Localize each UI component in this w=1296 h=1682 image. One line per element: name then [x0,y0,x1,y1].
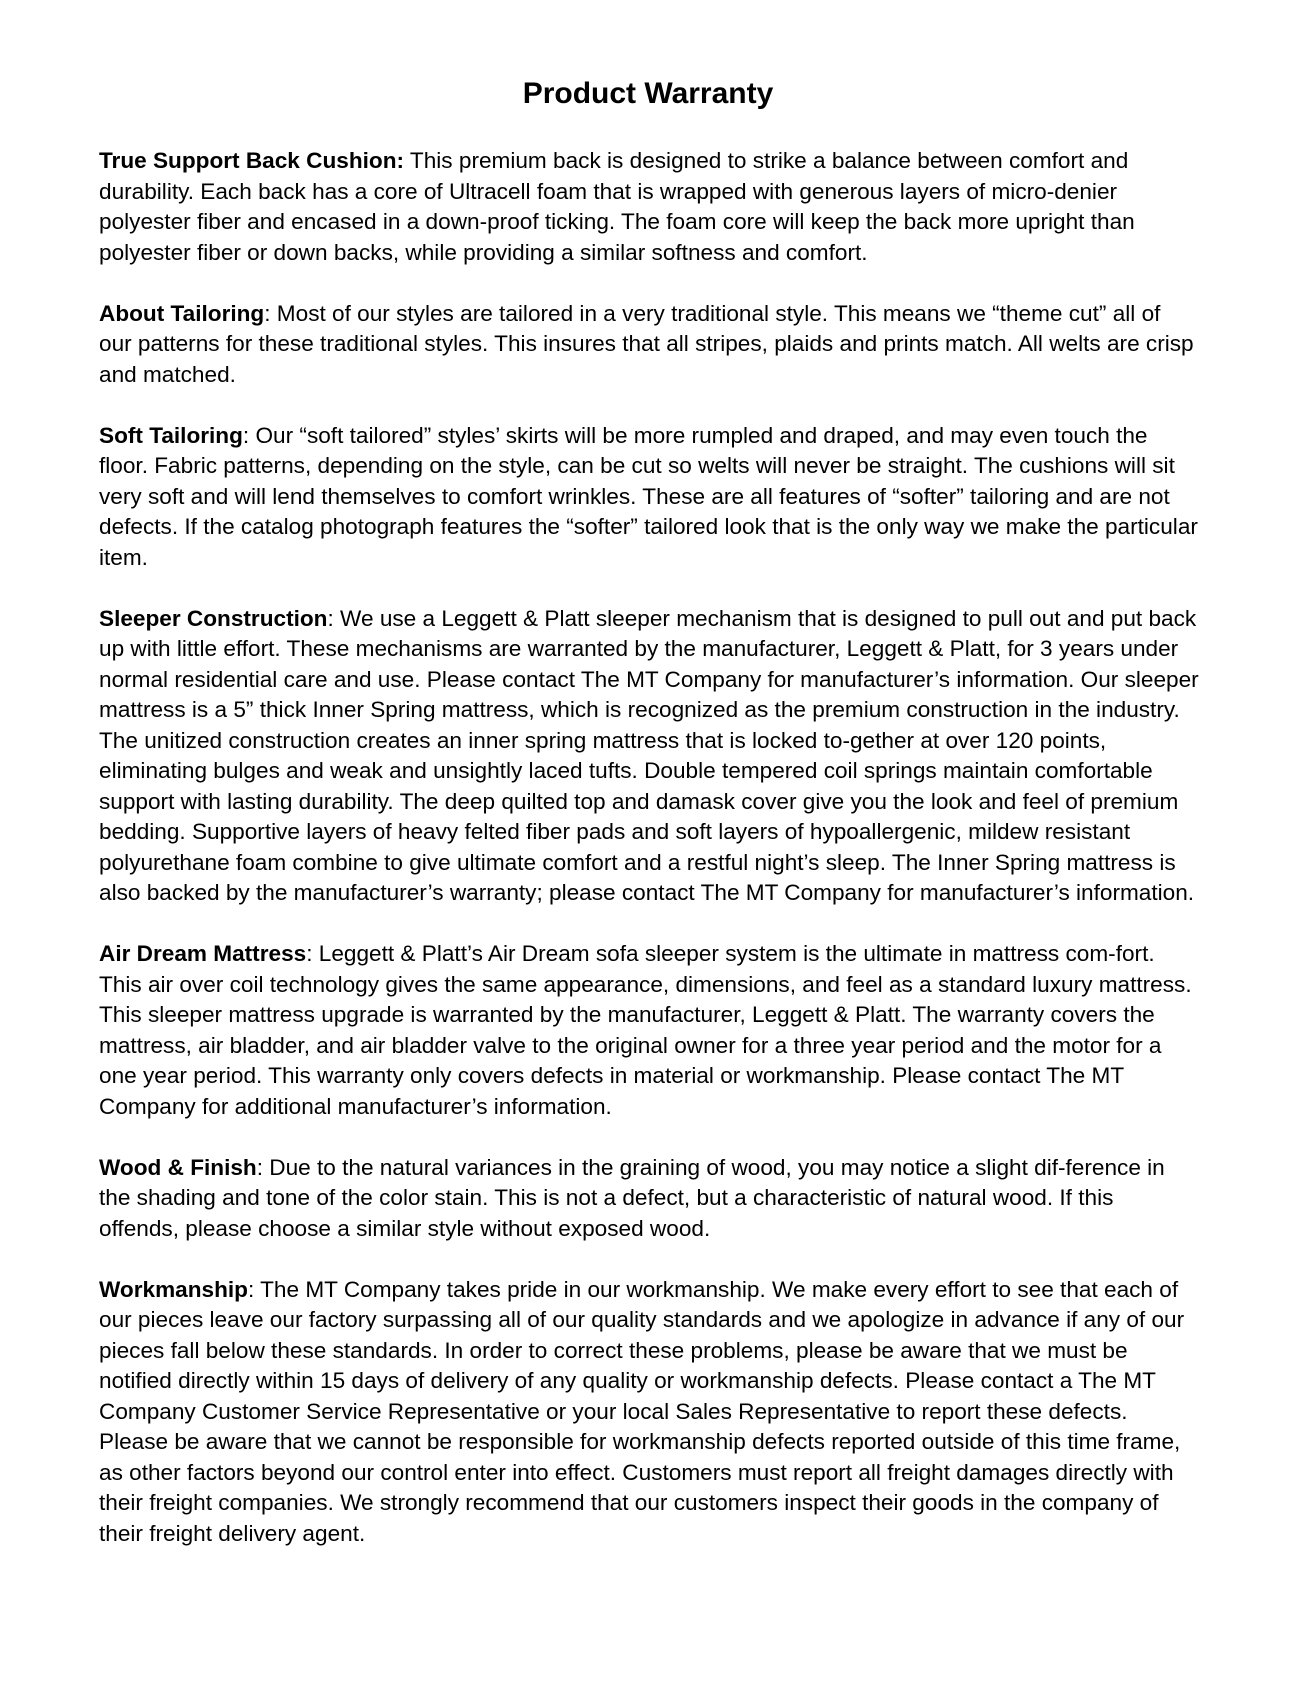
section-sleeper-construction [99,604,1199,909]
section-text: : Our “soft tailored” styles’ skirts will be more rumpled and draped, and may even touch the floor. Fabric patterns, depending on the style, can be cut so welts will never be straight. The cushions will sit very soft and will lend themselves to comfort wrinkles. These are all features of “softer” tailoring and are not defects. If the catalog photograph features the “softer” tailored look that is the only way we make the particular item. [99,422,1198,570]
section-heading: True Support Back Cushion: [99,148,405,173]
section-heading: About Tailoring [99,300,265,326]
section-workmanship [99,1275,1199,1550]
section-air-dream-mattress [99,939,1199,1122]
section-text: : Leggett & Platt’s Air Dream sofa sleeper system is the ultimate in mattress com-fort. This air over coil technology gives the same appearance, dimensions, and feel as a standard luxury mattress. This sleeper mattress upgrade is warranted by the manufacturer, Leggett & Platt. The warranty covers the mattress, air bladder, and air bladder valve to the original owner for a three year period and the motor for a one year period. This warranty only covers defects in material or workmanship. Please contact The MT Company for additional manufacturer’s information. [99,941,1192,1119]
document-body [99,146,1199,1580]
section-text: : Most of our styles are tailored in a very traditional style. This means we “theme cut” all of our patterns for these traditional styles. This insures that all stripes, plaids and prints match. All welts are crisp and matched. [99,300,1194,387]
section-text: This premium back is designed to strike a balance between comfort and durability. Each back has a core of Ultracell foam that is wrapped with generous layers of micro-denier polyester fiber and encased in a down-proof ticking. The foam core will keep the back more upright than polyester fiber or down backs, while providing a similar softness and comfort. [99,148,1135,265]
section-wood-and-finish [99,1153,1199,1245]
section-soft-tailoring [99,421,1199,574]
section-heading: Soft Tailoring [99,422,243,448]
section-true-support-back-cushion [99,146,1199,268]
section-text: : Due to the natural variances in the graining of wood, you may notice a slight dif-ference in the shading and tone of the color stain. This is not a defect, but a characteristic of natural wood. If this offends, please choose a similar style without exposed wood. [99,1154,1165,1241]
section-heading: Workmanship [99,1276,248,1302]
section-heading: Sleeper Construction [99,605,328,631]
section-heading: Air Dream Mattress [99,941,307,966]
section-text: : The MT Company takes pride in our workmanship. We make every effort to see that each of our pieces leave our factory surpassing all of our quality standards and we apologize in advance if any of our pieces fall below these standards. In order to correct these problems, please be aware that we must be notified directly within 15 days of delivery of any quality or workmanship defects. Please contact a The MT Company Customer Service Representative or your local Sales Representative to report these defects. Please be aware that we cannot be responsible for workmanship defects reported outside of this time frame, as other factors beyond our control enter into effect. Customers must report all freight damages directly with their freight companies. We strongly recommend that our customers inspect their goods in the company of their freight delivery agent. [99,1276,1185,1546]
section-about-tailoring [99,299,1199,391]
section-heading: Wood & Finish [99,1154,257,1180]
page-title: Product Warranty [522,77,774,110]
section-text: : We use a Leggett & Platt sleeper mechanism that is designed to pull out and put back up with little effort. These mechanisms are warranted by the manufacturer, Leggett & Platt, for 3 years under normal residential care and use. Please contact The MT Company for manufacturer’s information. Our sleeper mattress is a 5” thick Inner Spring mattress, which is recognized as the premium construction in the industry. The unitized construction creates an inner spring mattress that is locked to-gether at over 120 points, eliminating bulges and weak and unsightly laced tufts. Double tempered coil springs maintain comfortable support with lasting durability. The deep quilted top and damask cover give you the look and feel of premium bedding. Supportive layers of heavy felted fiber pads and soft layers of hypoallergenic, mildew resistant polyurethane foam combine to give ultimate comfort and a restful night’s sleep. The Inner Spring mattress is also backed by the manufacturer’s warranty; please contact The MT Company for manufacturer’s information. [99,605,1199,905]
